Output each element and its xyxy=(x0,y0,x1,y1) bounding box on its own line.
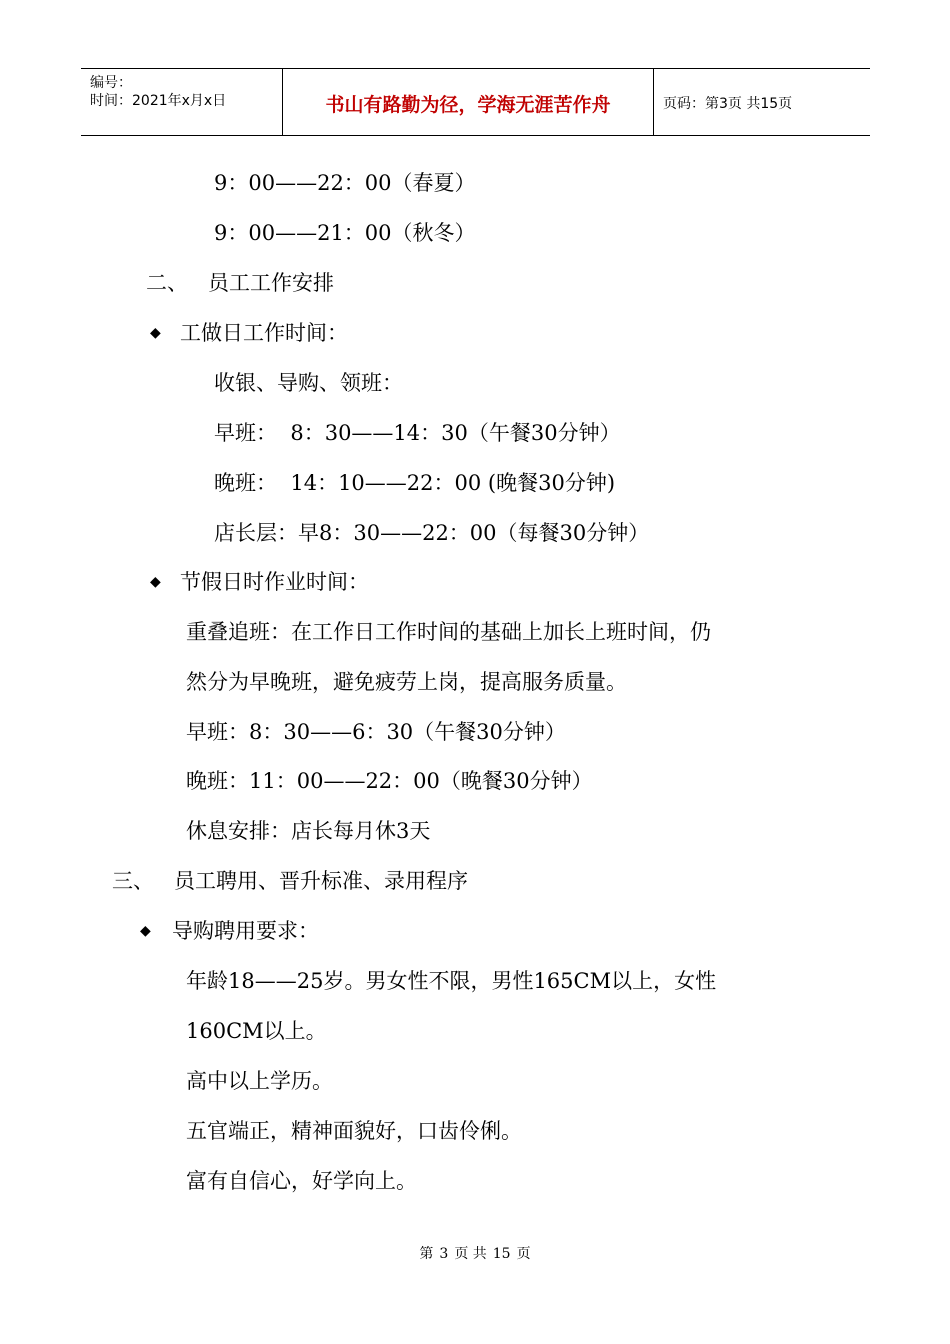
hours-autumn-winter: 9：00——21：00（秋冬） xyxy=(214,221,476,245)
evening-shift-line: 晚班： 14：10——22：00 (晚餐30分钟) xyxy=(214,471,616,495)
requirement-appearance: 五官端正，精神面貌好，口齿伶俐。 xyxy=(186,1119,522,1143)
header-motto: 书山有路勤为径，学海无涯苦作舟 xyxy=(325,94,611,116)
bullet-diamond-icon: ◆ xyxy=(150,574,161,590)
holiday-hours-heading: 节假日时作业时间： xyxy=(180,570,369,594)
footer-total-pages: 15 xyxy=(492,1246,511,1262)
overlap-shift-paragraph-line1: 重叠追班：在工作日工作时间的基础上加长上班时间，仍 xyxy=(186,620,711,644)
section-heading-3: 三、 员工聘用、晋升标准、录用程序 xyxy=(112,869,469,893)
bullet-diamond-icon: ◆ xyxy=(140,923,151,939)
header-meta-cell xyxy=(81,69,282,135)
page-footer xyxy=(0,1244,950,1264)
requirement-age-height-line2: 160CM以上。 xyxy=(186,1019,327,1043)
header-motto-cell xyxy=(282,69,654,135)
header-page-cell xyxy=(654,69,870,135)
document-number-label: 编号： xyxy=(90,75,132,91)
document-time-label: 时间：2021年x月x日 xyxy=(90,93,227,109)
workday-hours-heading: 工做日工作时间： xyxy=(180,321,348,345)
rest-arrangement-line: 休息安排：店长每月休3天 xyxy=(186,819,431,843)
bullet-diamond-icon: ◆ xyxy=(150,325,161,341)
footer-middle: 页 共 xyxy=(454,1246,487,1262)
holiday-evening-shift-line: 晚班：11：00——22：00（晚餐30分钟） xyxy=(186,769,593,793)
manager-shift-line: 店长层：早8：30——22：00（每餐30分钟） xyxy=(214,521,650,545)
hours-spring-summer: 9：00——22：00（春夏） xyxy=(214,171,476,195)
holiday-morning-shift-line: 早班：8：30——6：30（午餐30分钟） xyxy=(186,720,566,744)
requirement-education: 高中以上学历。 xyxy=(186,1069,333,1093)
page-header xyxy=(81,68,870,136)
section-heading-2: 二、 员工工作安排 xyxy=(146,271,335,295)
requirement-age-height-line1: 年龄18——25岁。男女性不限，男性165CM以上，女性 xyxy=(186,969,717,993)
requirement-attitude: 富有自信心，好学向上。 xyxy=(186,1169,417,1193)
morning-shift-line: 早班： 8：30——14：30（午餐30分钟） xyxy=(214,421,621,445)
footer-prefix: 第 xyxy=(419,1246,434,1262)
roles-label: 收银、导购、领班： xyxy=(214,371,403,395)
hiring-requirements-heading: 导购聘用要求： xyxy=(172,919,319,943)
footer-suffix: 页 xyxy=(516,1246,531,1262)
header-page-info: 页码：第3页 共15页 xyxy=(663,96,793,112)
footer-page-number: 3 xyxy=(439,1246,449,1262)
overlap-shift-paragraph-line2: 然分为早晚班，避免疲劳上岗，提高服务质量。 xyxy=(186,670,627,694)
